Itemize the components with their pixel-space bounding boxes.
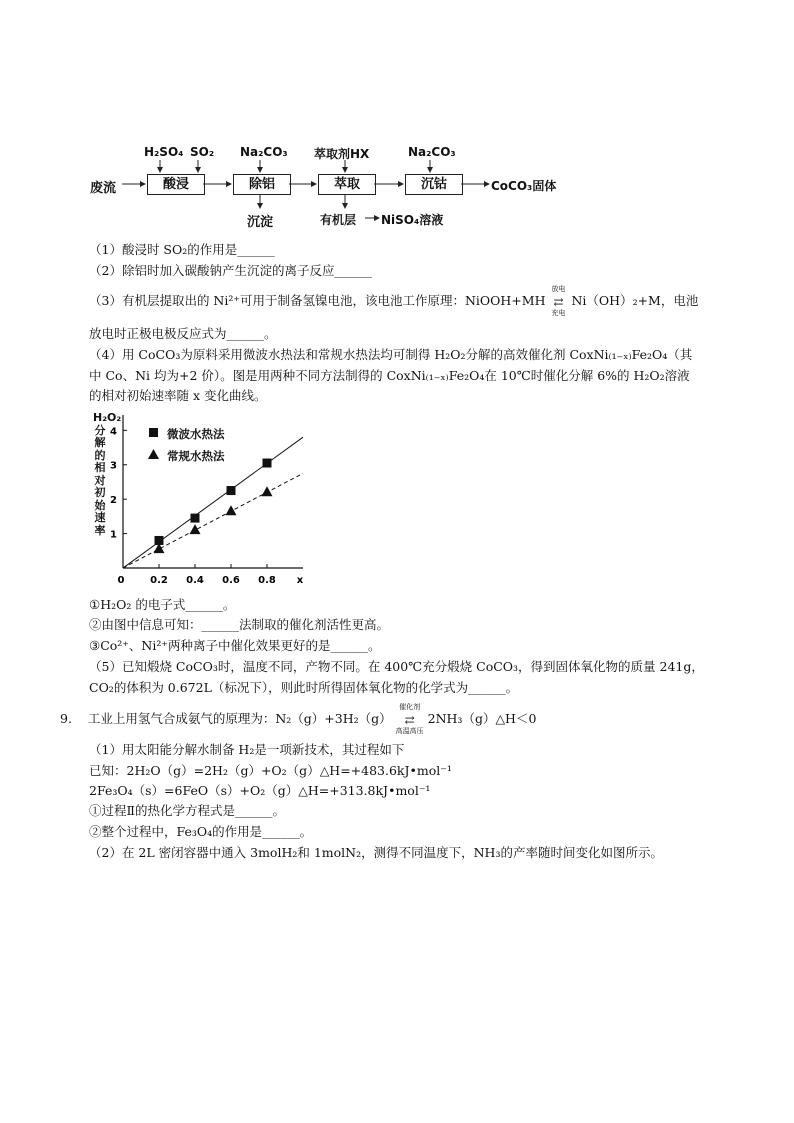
legend-conventional: 常规水热法 bbox=[167, 449, 225, 463]
step-precip-co: 沉钴 bbox=[405, 174, 463, 195]
reagent-so2: SO₂ bbox=[190, 145, 215, 159]
conventional-point bbox=[190, 524, 201, 534]
legend-square-marker bbox=[149, 428, 158, 437]
question-4-line3: 的相对初始速率随 x 变化曲线。 bbox=[89, 388, 267, 403]
question-9-post: 2NH₃（g）△H＜0 bbox=[427, 711, 537, 726]
x-tick-label: 0.8 bbox=[258, 575, 276, 586]
legend-microwave: 微波水热法 bbox=[167, 427, 225, 441]
arrow-over-label: 放电 bbox=[551, 284, 566, 293]
microwave-point bbox=[263, 459, 272, 468]
reagent-na2co3-al: Na₂CO₃ bbox=[240, 145, 288, 159]
microwave-point bbox=[227, 486, 236, 495]
x-axis-label: x bbox=[296, 575, 304, 586]
arrow-under-label: 充电 bbox=[551, 308, 566, 317]
output-precipitate: 沉淀 bbox=[247, 215, 274, 230]
question-4-sub-2: ②由图中信息可知：______法制取的催化剂活性更高。 bbox=[89, 617, 390, 632]
question-5-line1: （5）已知煅烧 CoCO₃时，温度不同，产物不同。在 400℃充分煅烧 CoCO₃，得到固体氧化物的质量 241g， bbox=[89, 659, 704, 674]
question-3-line2: 放电时正极电极反应式为______。 bbox=[89, 326, 277, 341]
step-acid-leach: 酸浸 bbox=[147, 174, 205, 195]
question-9-1-e: ②整个过程中，Fe₃O₄的作用是______。 bbox=[89, 824, 313, 839]
question-4-line2: 中 Co、Ni 均为+2 价）。图是用两种不同方法制得的 CoxNi₍₁₋ₓ₎Fe₂O₄在 10℃时催化分解 6%的 H₂O₂溶液 bbox=[89, 368, 690, 383]
y-tick-label: 3 bbox=[110, 460, 117, 472]
reagent-h2so4: H₂SO₄ bbox=[144, 145, 184, 159]
question-9-1-b: 已知：2H₂O（g）=2H₂（g）+O₂（g）△H=+483.6kJ•mol⁻¹ bbox=[89, 763, 452, 778]
question-9-header bbox=[60, 702, 537, 735]
question-5-line2: CO₂的体积为 0.672L（标况下），则此时所得固体氧化物的化学式为______。 bbox=[89, 680, 519, 695]
flow-arrows bbox=[0, 0, 794, 240]
flow-start: 废流 bbox=[90, 181, 117, 196]
question-2: （2）除铝时加入碳酸钠产生沉淀的离子反应______ bbox=[89, 263, 372, 278]
x-tick-label: 0.2 bbox=[150, 575, 168, 586]
legend-triangle-marker bbox=[148, 449, 159, 459]
conventional-point bbox=[262, 486, 273, 496]
question-4-sub-3: ③Co²⁺、Ni²⁺两种离子中催化效果更好的是______。 bbox=[89, 638, 381, 653]
conventional-fit-line bbox=[123, 473, 303, 568]
step-remove-al: 除铝 bbox=[233, 174, 291, 195]
question-9-pre: 工业上用氢气合成氨气的原理为：N₂（g）+3H₂（g） bbox=[87, 711, 392, 726]
step-extract: 萃取 bbox=[318, 174, 376, 195]
arrow-over-label-2: 催化剂 bbox=[399, 702, 421, 711]
y-tick-label: 2 bbox=[110, 495, 117, 507]
microwave-point bbox=[191, 514, 200, 523]
question-9-1-a: （1）用太阳能分解水制备 H₂是一项新技术，其过程如下 bbox=[89, 742, 405, 757]
question-3 bbox=[89, 284, 699, 317]
output-organic: 有机层 bbox=[320, 213, 357, 227]
reversible-arrow-2: 催化剂 ⇄ 高温高压 bbox=[392, 713, 428, 727]
question-9-2: （2）在 2L 密闭容器中通入 3molH₂和 1molN₂，测得不同温度下，NH₃的产率随时间变化如图所示。 bbox=[89, 845, 663, 860]
chart-ylabel: H₂O₂分解的相对初始速率 bbox=[93, 411, 122, 537]
question-4-line1: （4）用 CoCO₃为原料采用微波水热法和常规水热法均可制得 H₂O₂分解的高效催化剂 CoxNi₍₁₋ₓ₎Fe₂O₄（其 bbox=[89, 347, 693, 362]
x-tick-label: 0 bbox=[117, 575, 125, 586]
y-tick-label: 1 bbox=[110, 529, 117, 541]
x-tick-label: 0.6 bbox=[222, 575, 240, 586]
question-3-post: Ni（OH）₂+M，电池 bbox=[571, 293, 699, 308]
reversible-arrow: 放电 ⇄ 充电 bbox=[545, 295, 571, 309]
arrow-under-label-2: 高温高压 bbox=[395, 726, 424, 735]
x-tick-label: 0.4 bbox=[186, 575, 204, 586]
question-9-1-c: 2Fe₃O₄（s）=6FeO（s）+O₂（g）△H=+313.8kJ•mol⁻¹ bbox=[89, 783, 431, 798]
reagent-na2co3-co: Na₂CO₃ bbox=[408, 145, 456, 159]
reagent-extractant: 萃取剂HX bbox=[314, 147, 370, 161]
question-3-pre: （3）有机层提取出的 Ni²⁺可用于制备氢镍电池，该电池工作原理：NiOOH+MH bbox=[89, 293, 546, 308]
question-4-sub-1: ①H₂O₂ 的电子式______。 bbox=[89, 597, 236, 612]
conventional-point bbox=[226, 505, 237, 515]
question-number: 9. bbox=[60, 711, 72, 726]
question-1: （1）酸浸时 SO₂的作用是______ bbox=[89, 242, 275, 257]
y-tick-label: 4 bbox=[110, 426, 117, 438]
question-9-1-d: ①过程Ⅱ的热化学方程式是______。 bbox=[89, 803, 285, 818]
output-niso4: NiSO₄溶液 bbox=[381, 213, 444, 227]
flow-product: CoCO₃固体 bbox=[491, 179, 557, 193]
